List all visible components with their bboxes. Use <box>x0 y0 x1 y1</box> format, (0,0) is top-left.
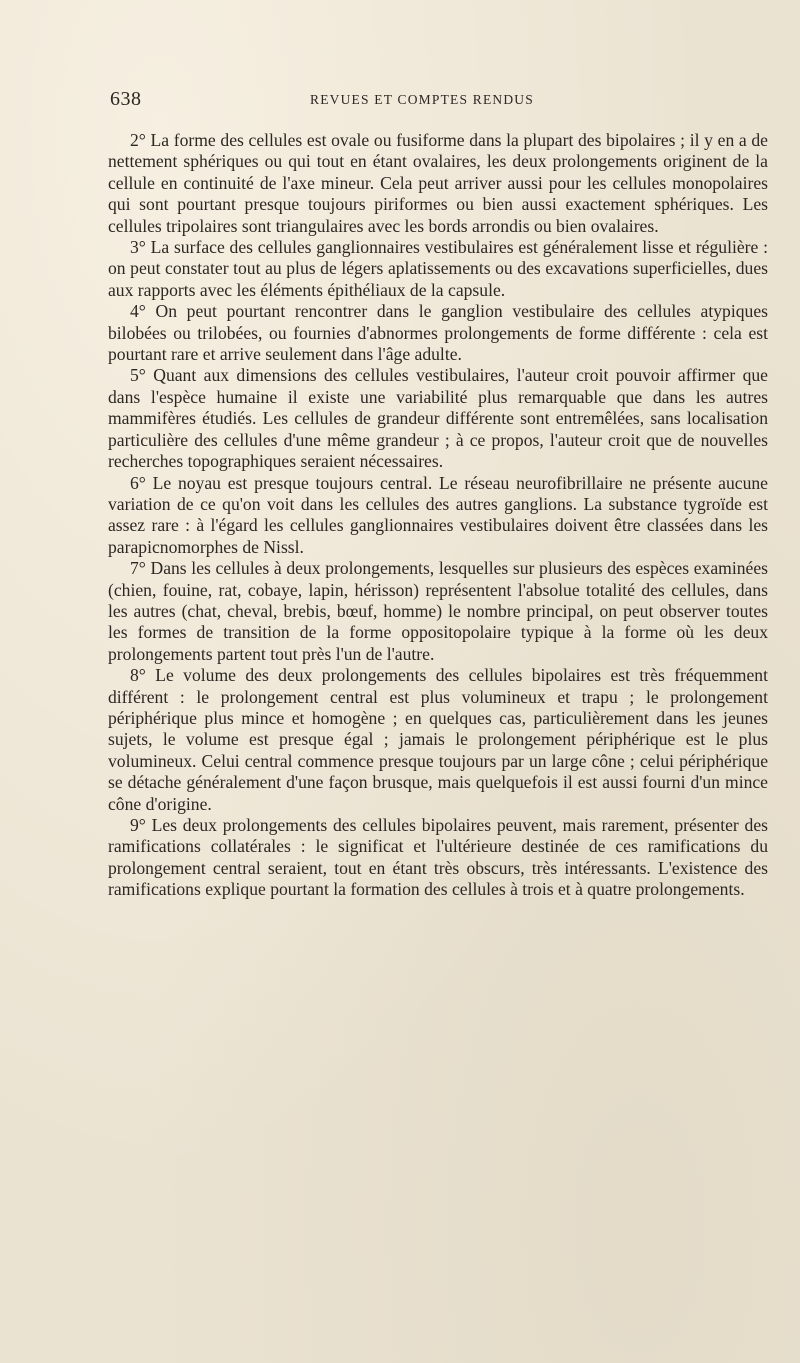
paragraph-5: 5° Quant aux dimensions des cellules vestibulaires, l'auteur croit pouvoir affirmer que dans l'espèce humaine il existe une variabilité plus remarquable que dans les autres mammifères étudiés. Les cellules de grandeur différente sont entremêlées, sans localisation particulière des cellules d'une même grandeur ; à ce propos, l'auteur croit que de nouvelles recherches topographiques seraient nécessaires. <box>108 365 768 472</box>
paragraph-7: 7° Dans les cellules à deux prolongements, lesquelles sur plusieurs des espèces examinées (chien, fouine, rat, cobaye, lapin, hérisson) représentent l'absolue totalité des cellules, dans les autres (chat, cheval, brebis, bœuf, homme) le nombre principal, on peut observer toutes les formes de transition de la forme oppositopolaire typique à la forme où les deux prolongements partent tout près l'un de l'autre. <box>108 558 768 664</box>
paragraph-9: 9° Les deux prolongements des cellules bipolaires peuvent, mais rarement, présenter des ramifications collatérales : le significat et l'ultérieure destinée de ces ramifications du prolongement central seraient, tout en étant très obscurs, très intéressants. L'existence des ramifications explique pourtant la formation des cellules à trois et à quatre prolongements. <box>108 815 768 900</box>
journal-title: REVUES ET COMPTES RENDUS <box>310 92 534 107</box>
running-head <box>110 88 770 112</box>
body-text <box>108 130 768 901</box>
paragraph-4: 4° On peut pourtant rencontrer dans le ganglion vestibulaire des cellules atypiques bilobées ou trilobées, ou fournies d'abnormes prolongements de forme différente : cela est pourtant rare et arrive seulement dans l'âge adulte. <box>108 301 768 365</box>
paragraph-8: 8° Le volume des deux prolongements des cellules bipolaires est très fréquemment différent : le prolongement central est plus volumineux et trapu ; le prolongement périphérique plus mince et homogène ; en quelques cas, particulièrement dans les jeunes sujets, le volume est presque égal ; jamais le prolongement périphérique est le plus volumineux. Celui central commence presque toujours par un large cône ; celui périphérique se détache généralement d'une façon brusque, mais quelquefois il est aussi fourni d'un mince cône d'origine. <box>108 665 768 814</box>
paragraph-6: 6° Le noyau est presque toujours central. Le réseau neurofibrillaire ne présente aucune variation de ce qu'on voit dans les cellules des autres ganglions. La substance tygroïde est assez rare : à l'égard les cellules ganglionnaires vestibulaires doivent être classées dans les parapicnomorphes de Nissl. <box>108 472 768 557</box>
paragraph-3: 3° La surface des cellules ganglionnaires vestibulaires est généralement lisse et régulière : on peut constater tout au plus de légers aplatissements ou des excavations superficielles, dues aux rapports avec les éléments épithéliaux de la capsule. <box>108 237 768 300</box>
paragraph-2: 2° La forme des cellules est ovale ou fusiforme dans la plupart des bipolaires ; il y en a de nettement sphériques ou qui tout en étant ovalaires, les deux prolongements originent de la cellule en continuité de l'axe mineur. Cela peut arriver aussi pour les cellules monopolaires qui sont pourtant presque toujours piriformes ou bien aussi exactement sphériques. Les cellules tripolaires sont triangulaires avec les bords arrondis ou bien ovalaires. <box>108 130 768 236</box>
page-number: 638 <box>110 88 142 110</box>
